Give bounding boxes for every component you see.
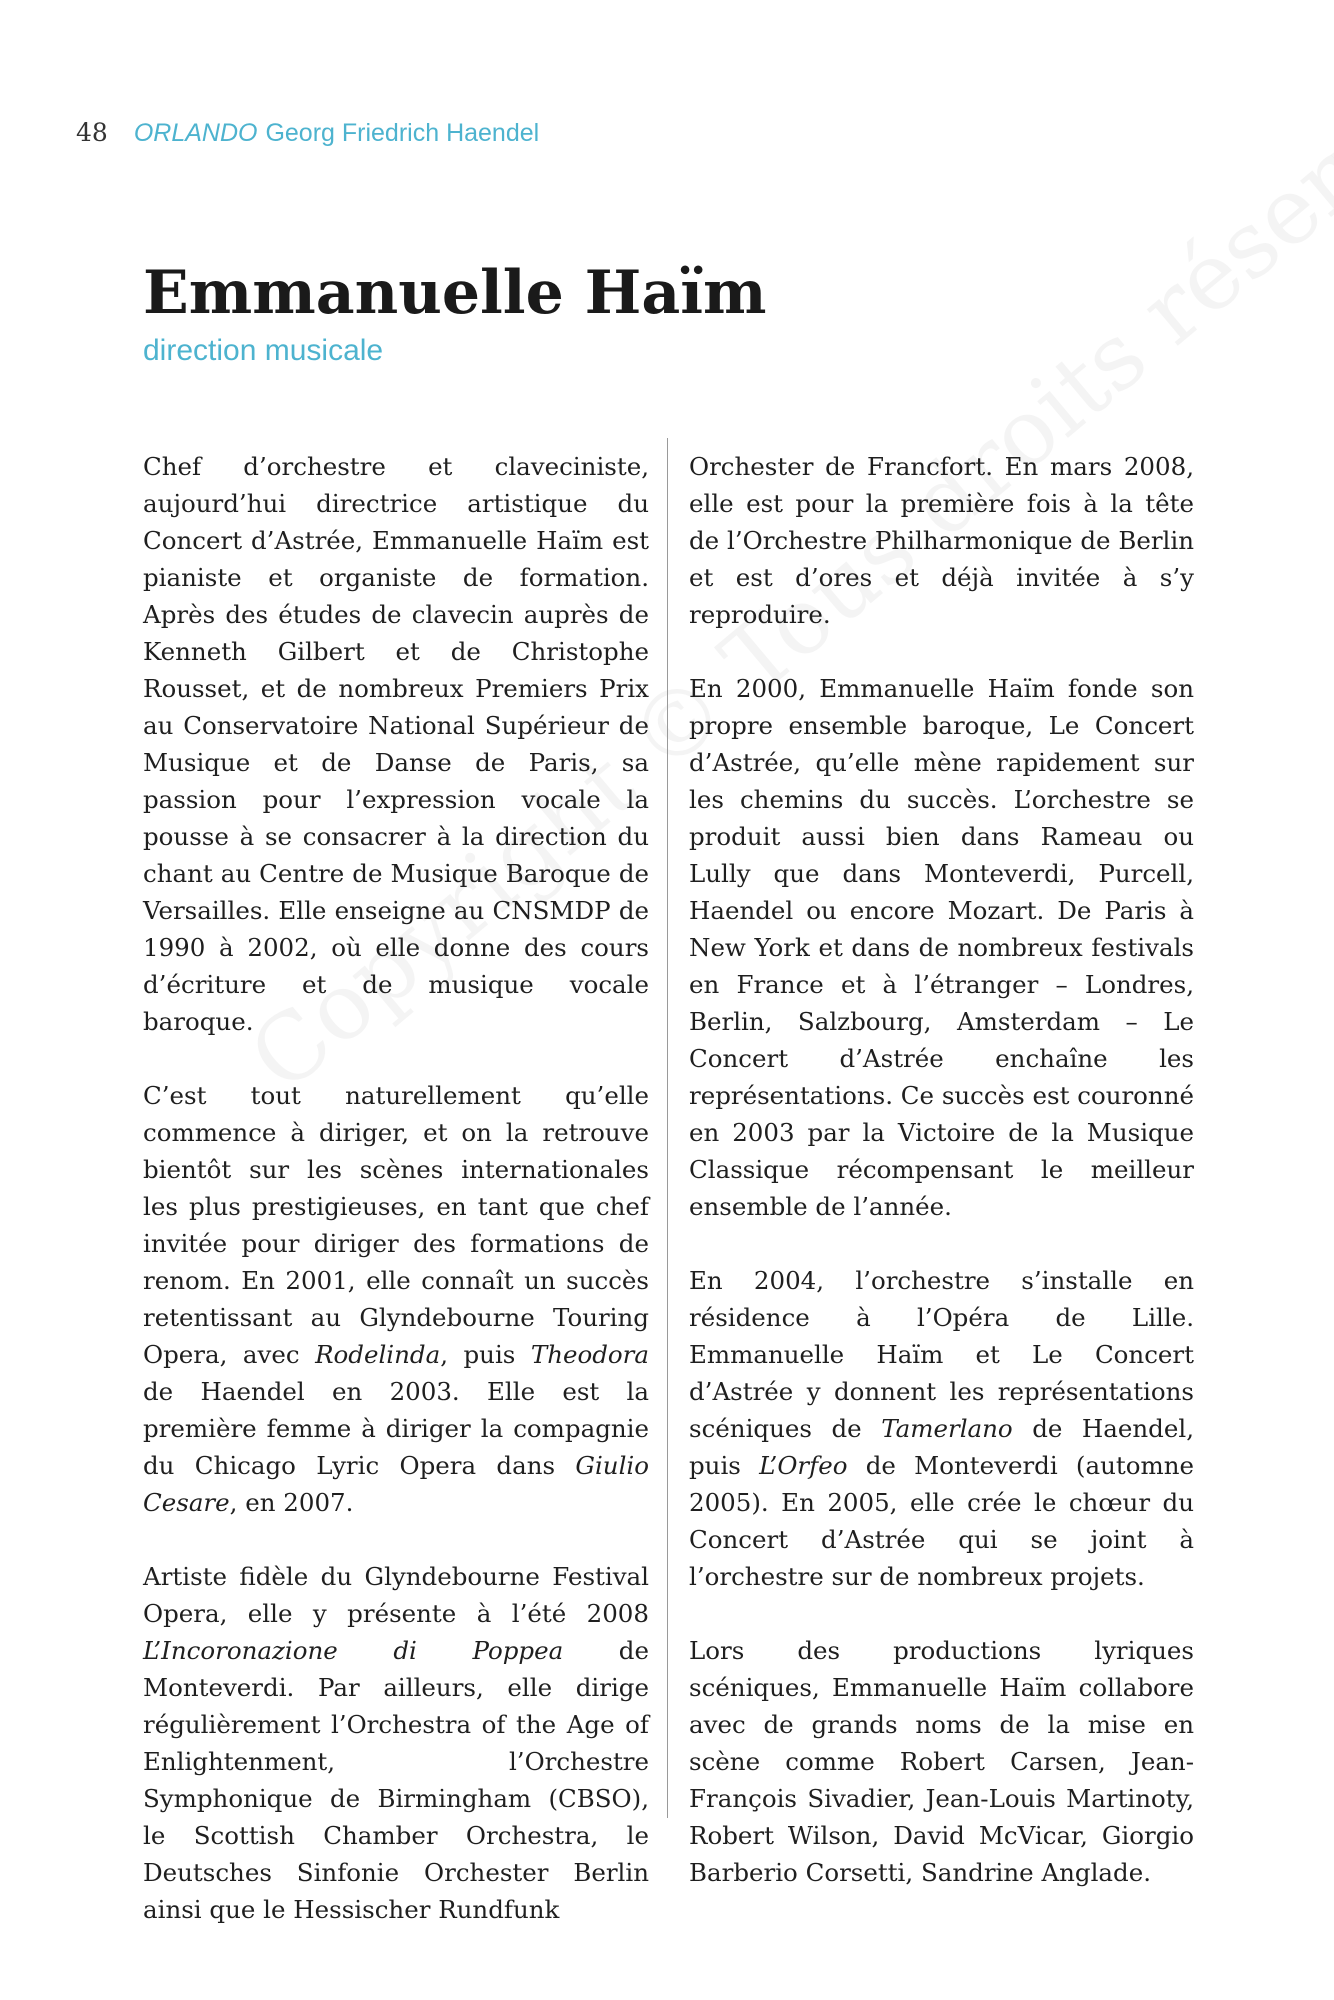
artist-role: direction musicale [143,334,384,367]
work-title-orfeo: L’Orfeo [759,1451,848,1480]
running-head [76,118,539,148]
right-column [689,448,1194,1928]
composer-name: Georg Friedrich Haendel [265,119,540,147]
paragraph: Artiste fidèle du Glyndebourne Festival Opera, elle y présente à l’été 2008 L’Incoronazione di Poppea de Monteverdi. Par ailleurs, elle dirige régulièrement l’Orchestra of the Age of Enlightenment, l’Orchestre Symphonique de Birmingham (CBSO), le Scottish Chamber Orchestra, le Deutsches Sinfonie Orchester Berlin ainsi que le Hessischer Rundfunk [143,1562,649,1924]
work-title-theodora: Theodora [530,1340,649,1369]
work-title-rodelinda: Rodelinda [315,1340,441,1369]
page-number: 48 [76,118,108,147]
paragraph: En 2000, Emmanuelle Haïm fonde son propre ensemble baroque, Le Concert d’Astrée, qu’elle mène rapidement sur les chemins du succès. L’orchestre se produit aussi bien dans Rameau ou Lully que dans Monteverdi, Purcell, Haendel ou encore Mozart. De Paris à New York et dans de nombreux festivals en France et à l’étranger – Londres, Berlin, Salzbourg, Amsterdam – Le Concert d’Astrée enchaîne les représentations. Ce succès est couronné en 2003 par la Victoire de la Musique Classique récompensant le meilleur ensemble de l’année. [689,674,1194,1221]
work-title-poppea: L’Incoronazione di Poppea [143,1636,564,1665]
left-column [143,448,649,1965]
artist-name: Emmanuelle Haïm [143,258,767,328]
paragraph: Orchester de Francfort. En mars 2008, elle est pour la première fois à la tête de l’Orchestre Philharmonique de Berlin et est d’ores et déjà invitée à s’y reproduire. [689,452,1194,629]
column-divider [667,438,668,1818]
paragraph: En 2004, l’orchestre s’installe en résidence à l’Opéra de Lille. Emmanuelle Haïm et Le Concert d’Astrée y donnent les représentations scéniques de Tamerlano de Haendel, puis L’Orfeo de Monteverdi (automne 2005). En 2005, elle crée le chœur du Concert d’Astrée qui se joint à l’orchestre sur de nombreux projets. [689,1266,1194,1591]
work-title: ORLANDO [133,119,258,147]
paragraph: C’est tout naturellement qu’elle commence à diriger, et on la retrouve bientôt sur les scènes internationales les plus prestigieuses, en tant que chef invitée pour diriger des formations de renom. En 2001, elle connaît un succès retentissant au Glyndebourne Touring Opera, avec Rodelinda, puis Theodora de Haendel en 2003. Elle est la première femme à diriger la compagnie du Chicago Lyric Opera dans Giulio Cesare, en 2007. [143,1081,649,1517]
paragraph: Lors des productions lyriques scéniques, Emmanuelle Haïm collabore avec de grands noms de la mise en scène comme Robert Carsen, Jean-François Sivadier, Jean-Louis Martinoty, Robert Wilson, David McVicar, Giorgio Barberio Corsetti, Sandrine Anglade. [689,1636,1194,1887]
paragraph: Chef d’orchestre et claveciniste, aujourd’hui directrice artistique du Concert d’Astrée, Emmanuelle Haïm est pianiste et organiste de formation. Après des études de clavecin auprès de Kenneth Gilbert et de Christophe Rousset, et de nombreux Premiers Prix au Conservatoire National Supérieur de Musique et de Danse de Paris, sa passion pour l’expression vocale la pousse à se consacrer à la direction du chant au Centre de Musique Baroque de Versailles. Elle enseigne au CNSMDP de 1990 à 2002, où elle donne des cours d’écriture et de musique vocale baroque. [143,452,649,1036]
work-title-giulio-cesare: Giulio Cesare [143,1451,649,1517]
work-title-tamerlano: Tamerlano [881,1414,1013,1443]
